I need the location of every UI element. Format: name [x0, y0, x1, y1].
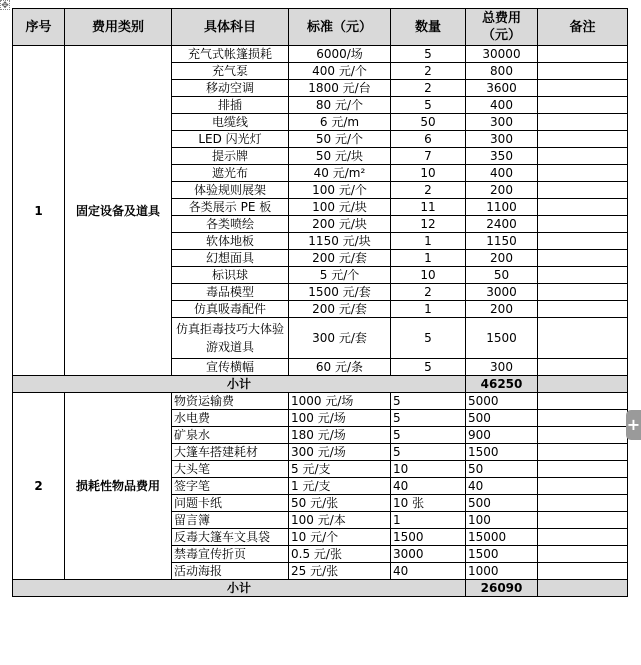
- note-cell: [538, 46, 628, 63]
- total-cell: 50: [466, 267, 538, 284]
- quantity-cell: 1: [391, 512, 466, 529]
- item-cell: 遮光布: [172, 165, 289, 182]
- total-cell: 500: [466, 495, 538, 512]
- total-cell: 1500: [466, 546, 538, 563]
- subtotal-note: [538, 376, 628, 393]
- subtotal-value: 26090: [466, 580, 538, 597]
- quantity-cell: 2: [391, 182, 466, 199]
- total-cell: 100: [466, 512, 538, 529]
- total-cell: 200: [466, 250, 538, 267]
- quantity-cell: 5: [391, 318, 466, 359]
- quantity-cell: 5: [391, 393, 466, 410]
- item-cell: 大篷车搭建耗材: [172, 444, 289, 461]
- quantity-cell: 7: [391, 148, 466, 165]
- note-cell: [538, 410, 628, 427]
- standard-cell: 40 元/m²: [289, 165, 391, 182]
- subtotal-note: [538, 580, 628, 597]
- note-cell: [538, 284, 628, 301]
- standard-cell: 80 元/个: [289, 97, 391, 114]
- subtotal-row: [13, 376, 628, 393]
- category-cell: 损耗性物品费用: [65, 393, 172, 580]
- note-cell: [538, 461, 628, 478]
- note-cell: [538, 267, 628, 284]
- standard-cell: 60 元/条: [289, 359, 391, 376]
- item-cell: 电缆线: [172, 114, 289, 131]
- item-cell: 幻想面具: [172, 250, 289, 267]
- header-row: [13, 9, 628, 46]
- standard-cell: 1800 元/台: [289, 80, 391, 97]
- quantity-cell: 2: [391, 284, 466, 301]
- total-cell: 5000: [466, 393, 538, 410]
- total-cell: 3600: [466, 80, 538, 97]
- note-cell: [538, 318, 628, 359]
- header-cell: 序号: [13, 9, 65, 46]
- standard-cell: 200 元/块: [289, 216, 391, 233]
- total-cell: 800: [466, 63, 538, 80]
- total-cell: 350: [466, 148, 538, 165]
- standard-cell: 6000/场: [289, 46, 391, 63]
- total-cell: 1500: [466, 444, 538, 461]
- item-cell: 移动空调: [172, 80, 289, 97]
- standard-cell: 400 元/个: [289, 63, 391, 80]
- item-cell: 充气泵: [172, 63, 289, 80]
- total-cell: 400: [466, 165, 538, 182]
- item-cell: 仿真吸毒配件: [172, 301, 289, 318]
- item-cell: 禁毒宣传折页: [172, 546, 289, 563]
- standard-cell: 300 元/套: [289, 318, 391, 359]
- standard-cell: 25 元/张: [289, 563, 391, 580]
- note-cell: [538, 301, 628, 318]
- note-cell: [538, 165, 628, 182]
- standard-cell: 50 元/张: [289, 495, 391, 512]
- subtotal-row: [13, 580, 628, 597]
- table-move-handle-icon[interactable]: ✥: [1, 1, 9, 11]
- item-cell: 各类展示 PE 板: [172, 199, 289, 216]
- standard-cell: 5 元/支: [289, 461, 391, 478]
- note-cell: [538, 131, 628, 148]
- standard-cell: 1500 元/套: [289, 284, 391, 301]
- item-cell: 仿真拒毒技巧大体验游戏道具: [172, 318, 289, 359]
- total-cell: 1150: [466, 233, 538, 250]
- header-cell: 总费用（元）: [466, 9, 538, 46]
- total-cell: 2400: [466, 216, 538, 233]
- quantity-cell: 50: [391, 114, 466, 131]
- standard-cell: 1 元/支: [289, 478, 391, 495]
- standard-cell: 100 元/本: [289, 512, 391, 529]
- note-cell: [538, 546, 628, 563]
- header-cell: 备注: [538, 9, 628, 46]
- standard-cell: 1150 元/块: [289, 233, 391, 250]
- item-cell: 留言簿: [172, 512, 289, 529]
- quantity-cell: 11: [391, 199, 466, 216]
- budget-table: [12, 8, 628, 597]
- total-cell: 300: [466, 131, 538, 148]
- item-cell: 软体地板: [172, 233, 289, 250]
- quantity-cell: 40: [391, 563, 466, 580]
- quantity-cell: 5: [391, 427, 466, 444]
- standard-cell: 100 元/场: [289, 410, 391, 427]
- item-cell: 签字笔: [172, 478, 289, 495]
- total-cell: 900: [466, 427, 538, 444]
- total-cell: 500: [466, 410, 538, 427]
- note-cell: [538, 250, 628, 267]
- note-cell: [538, 529, 628, 546]
- standard-cell: 200 元/套: [289, 250, 391, 267]
- total-cell: 400: [466, 97, 538, 114]
- quantity-cell: 6: [391, 131, 466, 148]
- note-cell: [538, 233, 628, 250]
- total-cell: 1100: [466, 199, 538, 216]
- note-cell: [538, 444, 628, 461]
- quantity-cell: 10: [391, 267, 466, 284]
- item-cell: 矿泉水: [172, 427, 289, 444]
- item-cell: 物资运输费: [172, 393, 289, 410]
- standard-cell: 300 元/场: [289, 444, 391, 461]
- item-cell: 毒品模型: [172, 284, 289, 301]
- subtotal-label: 小计: [13, 580, 466, 597]
- note-cell: [538, 495, 628, 512]
- standard-cell: 10 元/个: [289, 529, 391, 546]
- document-page: [12, 8, 628, 597]
- expand-icon[interactable]: +: [626, 410, 641, 440]
- note-cell: [538, 563, 628, 580]
- item-cell: 问题卡纸: [172, 495, 289, 512]
- quantity-cell: 10: [391, 461, 466, 478]
- quantity-cell: 5: [391, 359, 466, 376]
- note-cell: [538, 216, 628, 233]
- total-cell: 15000: [466, 529, 538, 546]
- total-cell: 200: [466, 182, 538, 199]
- quantity-cell: 5: [391, 46, 466, 63]
- note-cell: [538, 182, 628, 199]
- quantity-cell: 1: [391, 250, 466, 267]
- item-cell: 充气式帐篷损耗: [172, 46, 289, 63]
- header-cell: 标准（元）: [289, 9, 391, 46]
- item-cell: 排插: [172, 97, 289, 114]
- standard-cell: 200 元/套: [289, 301, 391, 318]
- note-cell: [538, 114, 628, 131]
- quantity-cell: 5: [391, 410, 466, 427]
- item-cell: 各类喷绘: [172, 216, 289, 233]
- note-cell: [538, 512, 628, 529]
- quantity-cell: 5: [391, 97, 466, 114]
- table-row: [13, 393, 628, 410]
- subtotal-value: 46250: [466, 376, 538, 393]
- standard-cell: 100 元/块: [289, 199, 391, 216]
- item-cell: 宣传横幅: [172, 359, 289, 376]
- quantity-cell: 40: [391, 478, 466, 495]
- row-number-cell: 2: [13, 393, 65, 580]
- total-cell: 40: [466, 478, 538, 495]
- note-cell: [538, 80, 628, 97]
- item-cell: LED 闪光灯: [172, 131, 289, 148]
- total-cell: 1000: [466, 563, 538, 580]
- item-cell: 活动海报: [172, 563, 289, 580]
- quantity-cell: 1: [391, 233, 466, 250]
- total-cell: 200: [466, 301, 538, 318]
- item-cell: 反毒大篷车文具袋: [172, 529, 289, 546]
- total-cell: 30000: [466, 46, 538, 63]
- quantity-cell: 12: [391, 216, 466, 233]
- note-cell: [538, 393, 628, 410]
- quantity-cell: 10: [391, 165, 466, 182]
- standard-cell: 50 元/个: [289, 131, 391, 148]
- total-cell: 50: [466, 461, 538, 478]
- item-cell: 标识球: [172, 267, 289, 284]
- quantity-cell: 2: [391, 80, 466, 97]
- standard-cell: 1000 元/场: [289, 393, 391, 410]
- total-cell: 1500: [466, 318, 538, 359]
- quantity-cell: 5: [391, 444, 466, 461]
- item-cell: 水电费: [172, 410, 289, 427]
- quantity-cell: 1500: [391, 529, 466, 546]
- header-cell: 具体科目: [172, 9, 289, 46]
- standard-cell: 5 元/个: [289, 267, 391, 284]
- standard-cell: 180 元/场: [289, 427, 391, 444]
- item-cell: 体验规则展架: [172, 182, 289, 199]
- total-cell: 3000: [466, 284, 538, 301]
- quantity-cell: 10 张: [391, 495, 466, 512]
- standard-cell: 50 元/块: [289, 148, 391, 165]
- standard-cell: 6 元/m: [289, 114, 391, 131]
- note-cell: [538, 478, 628, 495]
- note-cell: [538, 63, 628, 80]
- header-cell: 费用类别: [65, 9, 172, 46]
- table-row: [13, 46, 628, 63]
- note-cell: [538, 148, 628, 165]
- header-cell: 数量: [391, 9, 466, 46]
- note-cell: [538, 199, 628, 216]
- category-cell: 固定设备及道具: [65, 46, 172, 376]
- note-cell: [538, 97, 628, 114]
- item-cell: 提示牌: [172, 148, 289, 165]
- quantity-cell: 3000: [391, 546, 466, 563]
- total-cell: 300: [466, 114, 538, 131]
- quantity-cell: 1: [391, 301, 466, 318]
- note-cell: [538, 427, 628, 444]
- row-number-cell: 1: [13, 46, 65, 376]
- note-cell: [538, 359, 628, 376]
- standard-cell: 100 元/个: [289, 182, 391, 199]
- total-cell: 300: [466, 359, 538, 376]
- standard-cell: 0.5 元/张: [289, 546, 391, 563]
- subtotal-label: 小计: [13, 376, 466, 393]
- item-cell: 大头笔: [172, 461, 289, 478]
- quantity-cell: 2: [391, 63, 466, 80]
